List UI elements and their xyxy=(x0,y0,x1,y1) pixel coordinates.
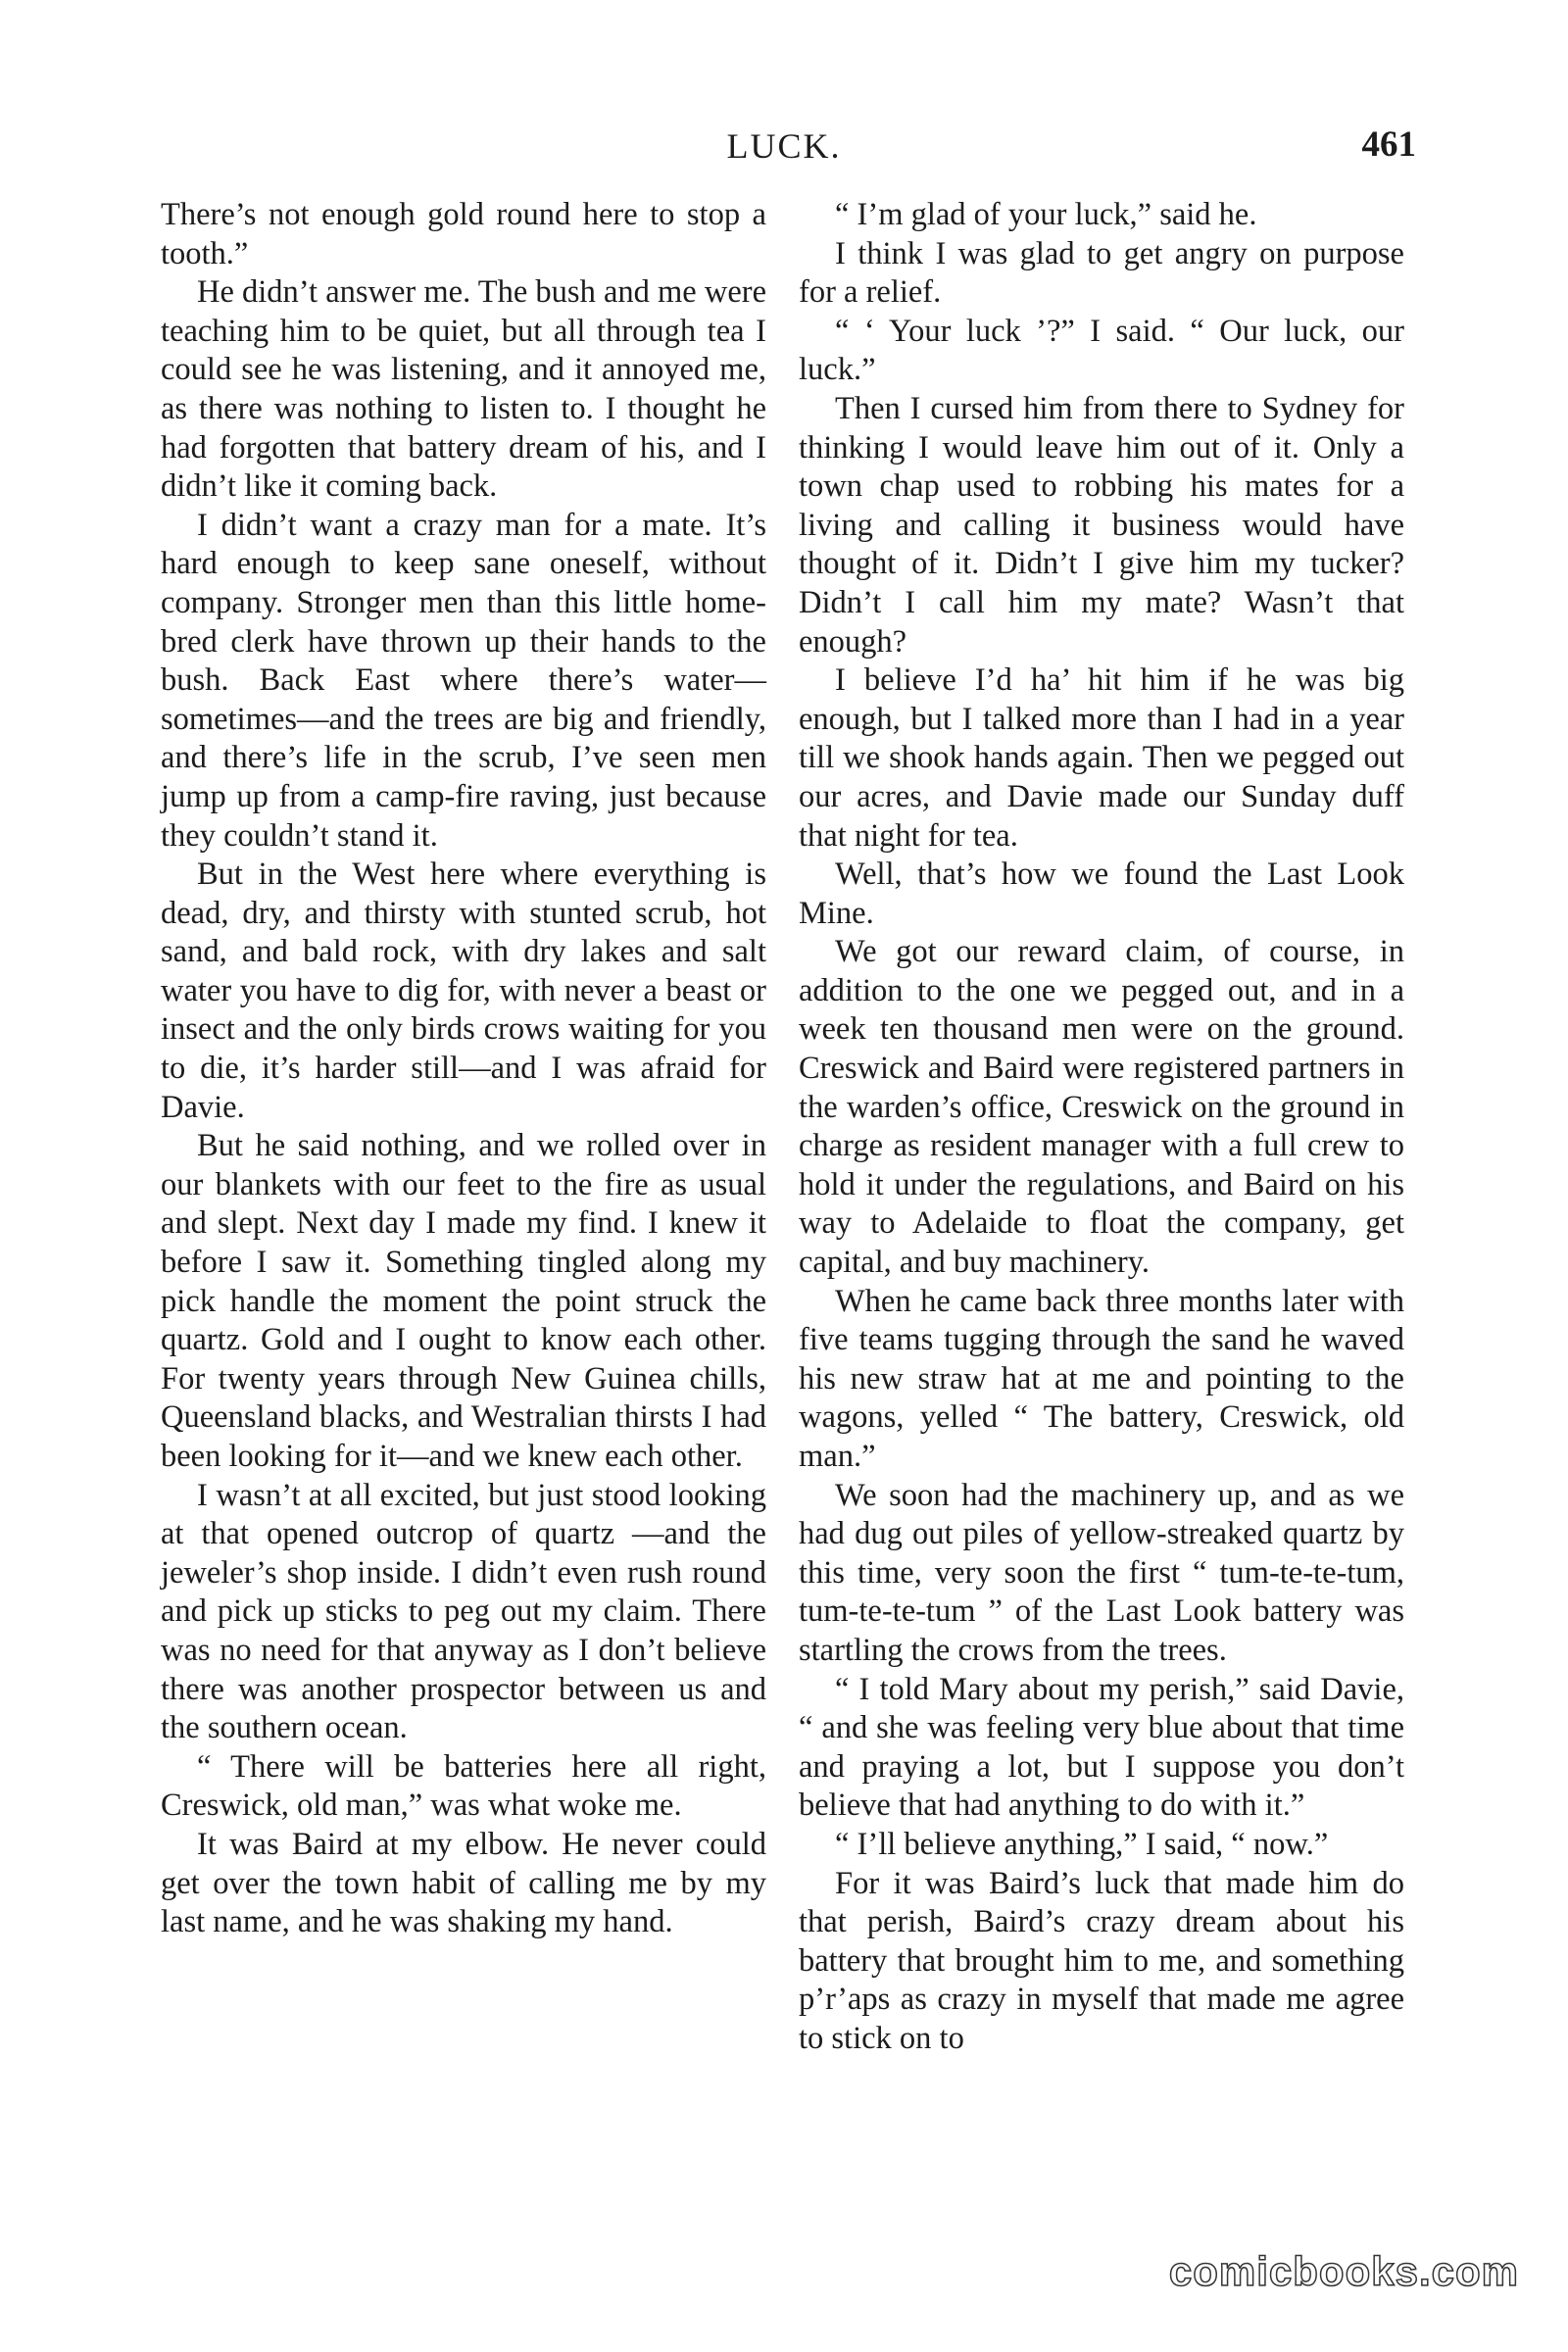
paragraph: We got our reward claim, of course, in addition to the one we pegged out, and in a week ten thousand men were on the ground. Creswick and Baird were registered partners in the warden’s office, Creswick on the ground in charge as resident manager with a full crew to hold it under the regulations, and Baird on his way to Adelaide to float the company, get capital, and buy machinery. xyxy=(799,934,1404,1281)
paragraph: “ There will be batteries here all right, Creswick, old man,” was what woke me. xyxy=(161,1748,766,1824)
running-title: LUCK. xyxy=(726,126,842,166)
right-column xyxy=(799,196,1404,2059)
paragraph: Well, that’s how we found the Last Look Mine. xyxy=(799,857,1404,931)
left-column xyxy=(161,196,766,1942)
paragraph: “ I told Mary about my perish,” said Davie, “ and she was feeling very blue about that time and praying a lot, but I suppose you don’t believe that had anything to do with it.” xyxy=(799,1671,1404,1824)
paragraph: I believe I’d ha’ hit him if he was big enough, but I talked more than I had in a year till we shook hands again. Then we pegged out our acres, and Davie made our Sunday duff that night for tea. xyxy=(799,662,1404,854)
paragraph: I didn’t want a crazy man for a mate. It’s hard enough to keep sane oneself, without company. Stronger men than this little home-bred clerk have thrown up their hands to the bush. Back East where there’s water—sometimes—and the trees are big and friendly, and there’s life in the scrub, I’ve seen men jump up from a camp-fire raving, just because they couldn’t stand it. xyxy=(161,507,766,854)
paragraph: He didn’t answer me. The bush and me were teaching him to be quiet, but all through tea I could see he was listening, and it annoyed me, as there was nothing to listen to. I thought he had forgotten that battery dream of his, and I didn’t like it coming back. xyxy=(161,274,766,505)
site-watermark: comicbooks.com xyxy=(1168,2248,1519,2294)
paragraph: We soon had the machinery up, and as we had dug out piles of yellow-streaked quartz by this time, very soon the first “ tum-te-te-tum, tum-te-te-tum ” of the Last Look battery was startling the crows from the trees. xyxy=(799,1477,1404,1668)
paragraph: When he came back three months later with five teams tugging through the sand he waved his new straw hat at me and pointing to the wagons, yelled “ The battery, Creswick, old man.” xyxy=(799,1283,1404,1474)
paragraph: “ I’m glad of your luck,” said he. xyxy=(835,197,1257,232)
paragraph: “ I’ll believe anything,” I said, “ now.” xyxy=(835,1826,1329,1862)
paragraph: There’s not enough gold round here to stop a tooth.” xyxy=(161,197,766,271)
paragraph: I wasn’t at all excited, but just stood looking at that opened outcrop of quartz —and the jeweler’s shop inside. I didn’t even rush round and pick up sticks to peg out my claim. There was no need for that anyway as I don’t believe there was another prospector between us and the southern ocean. xyxy=(161,1477,766,1746)
page-header xyxy=(0,125,1568,174)
paragraph: It was Baird at my elbow. He never could get over the town habit of calling me by my last name, and he was shaking my hand. xyxy=(161,1826,766,1940)
paragraph: I think I was glad to get angry on purpose for a relief. xyxy=(799,235,1404,311)
paragraph: “ ‘ Your luck ’?” I said. “ Our luck, our luck.” xyxy=(799,313,1404,388)
paragraph: But in the West here where everything is dead, dry, and thirsty with stunted scrub, hot sand, and bald rock, with dry lakes and salt water you have to dig for, with never a beast or insect and the only birds crows waiting for you to die, it’s harder still—and I was afraid for Davie. xyxy=(161,857,766,1125)
paragraph: Then I cursed him from there to Sydney for thinking I would leave him out of it. Only a town chap used to robbing his mates for a living and calling it business would have thought of it. Didn’t I give him my tucker? Didn’t I call him my mate? Wasn’t that enough? xyxy=(799,390,1404,660)
page-number: 461 xyxy=(1361,124,1416,165)
paragraph: But he said nothing, and we rolled over in our blankets with our feet to the fire as usual and slept. Next day I made my find. I knew it before I saw it. Something tingled along my pick handle the moment the point struck the quartz. Gold and I ought to know each other. For twenty years through New Guinea chills, Queensland blacks, and Westralian thirsts I had been looking for it—and we knew each other. xyxy=(161,1128,766,1474)
paragraph: For it was Baird’s luck that made him do that perish, Baird’s crazy dream about his battery that brought him to me, and something p’r’aps as crazy in myself that made me agree to stick on to xyxy=(799,1865,1404,2056)
